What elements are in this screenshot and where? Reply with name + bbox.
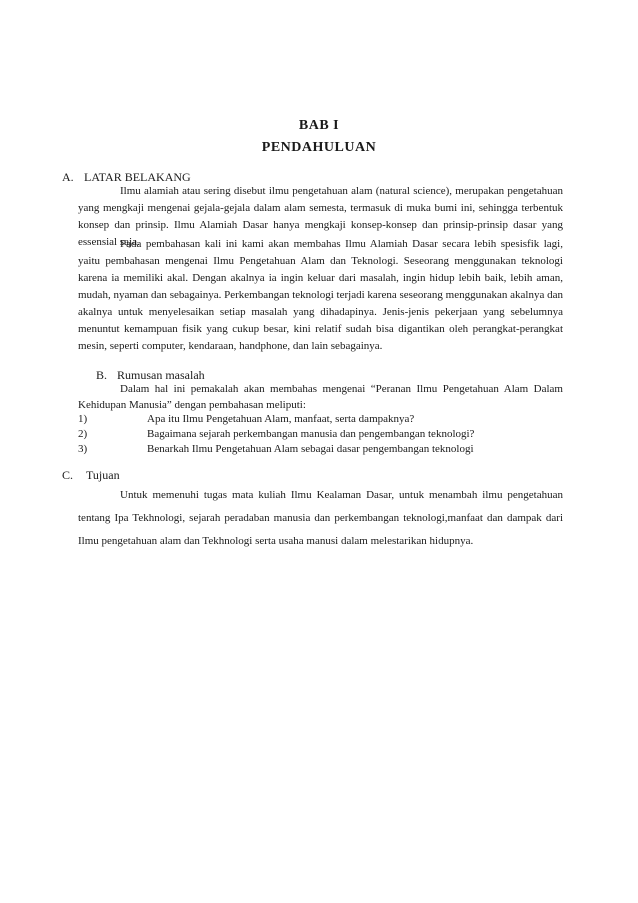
section-c-label: C. [62,468,74,482]
section-a-label: A. [62,170,74,184]
section-c-paragraph: Untuk memenuhi tugas mata kuliah Ilmu Kealaman Dasar, untuk menambah ilmu pengetahuan tentang Ipa Tekhnologi, sejarah peradaban manusia dan perkembangan teknologi,manfaat dan dampak dari Ilmu pengetahuan alam dan Tekhnologi serta usaha manusi dalam melestarikan hidupnya. [78,489,563,547]
list-item [78,442,563,457]
section-a-title: LATAR BELAKANG [84,170,191,184]
section-a-paragraph-1: Ilmu alamiah atau sering disebut ilmu pengetahuan alam (natural science), merupakan pengetahuan yang mengkaji mengenai gejala-gejala dalam alam semesta, termasuk di muka bumi ini, sehingga terbentuk konsep dan prinsip. Ilmu Alamiah Dasar hanya mengkaji konsep-konsep dan prinsip-prinsip dasar yang essensial saja. [78,185,563,248]
list-item-text: Benarkah Ilmu Pengetahuan Alam sebagai dasar pengembangan teknologi [147,443,474,455]
list-item [78,412,563,427]
list-item-number: 2) [78,428,88,440]
chapter-label: BAB I [298,118,340,133]
section-b-label: B. [96,368,108,382]
section-b-title: Rumusan masalah [117,368,205,382]
section-a-paragraph-2: Pada pembahasan kali ini kami akan membahas Ilmu Alamiah Dasar secara lebih spesisfik lagi, yaitu pembahasan mengenai Ilmu Pengetahuan Alam dan Teknologi. Seseorang menggunakan teknologi karena ia memiliki akal. Dengan akalnya ia ingin keluar dari masalah, ingin hidup lebih baik, lebih aman, mudah, nyaman dan sebagainya. Perkembangan teknologi terjadi karena seseorang menggunakan akalnya dan akalnya untuk menyelesaikan setiap masalah yang dihadapinya. Jenis-jenis pekerjaan yang sebelumnya menuntut kemampuan fisik yang cukup besar, kini relatif sudah bisa digantikan oleh perangkat-perangkat mesin, seperti computer, kendaraan, handphone, dan lain sebagainya. [78,238,563,352]
list-item-text: Bagaimana sejarah perkembangan manusia dan pengembangan teknologi? [147,428,475,440]
section-c-title: Tujuan [86,468,120,482]
list-item-text: Apa itu Ilmu Pengetahuan Alam, manfaat, serta dampaknya? [147,413,415,425]
list-item-number: 3) [78,443,88,455]
chapter-title: PENDAHULUAN [261,140,377,155]
section-b-intro: Dalam hal ini pemakalah akan membahas mengenai “Peranan Ilmu Pengetahuan Alam Dalam Kehidupan Manusia” dengan pembahasan meliputi: [78,383,563,411]
list-item-number: 1) [78,413,88,425]
list-item [78,427,563,442]
